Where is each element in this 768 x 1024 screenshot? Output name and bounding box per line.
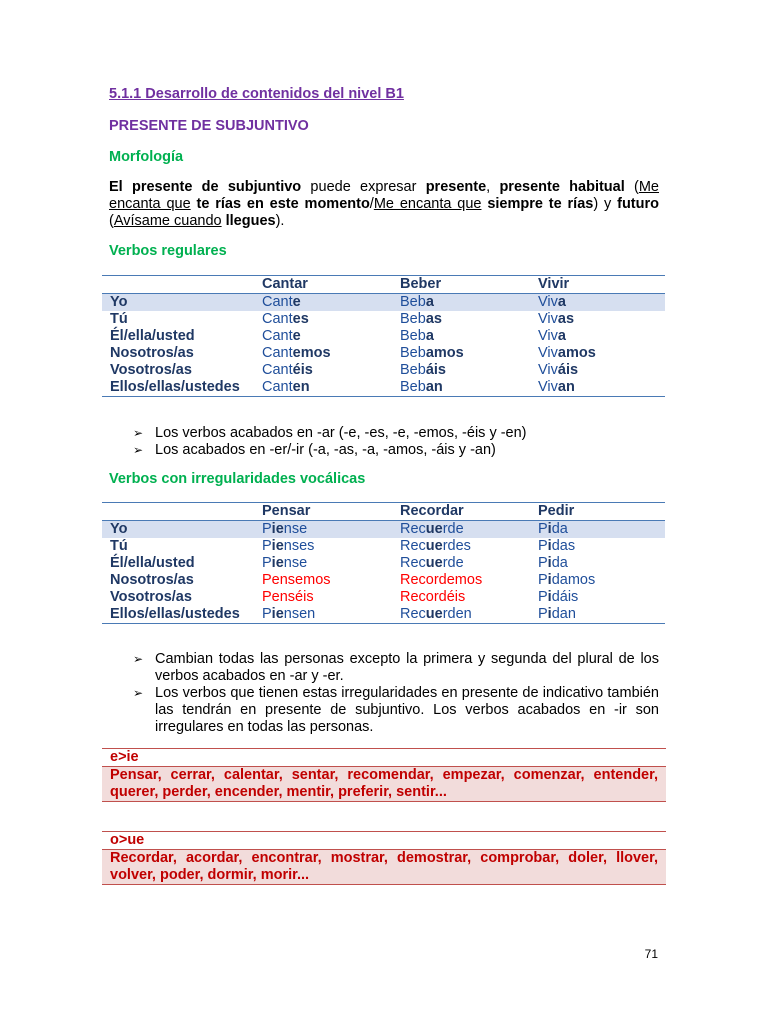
irregular-form [400, 606, 538, 624]
regular-ending: a [425, 328, 434, 344]
regular-stem: Viv [538, 294, 558, 310]
intro-t9: / [369, 196, 374, 212]
regular-row [102, 379, 665, 397]
irregular-vowel-change: ie [271, 538, 284, 554]
regular-stem: Cant [262, 379, 293, 395]
regular-stem: Beb [400, 311, 426, 327]
regular-stem: Cant [262, 362, 293, 378]
regular-stem: Beb [400, 379, 426, 395]
regular-form [400, 311, 538, 328]
intro-t15: Avísame cuando [113, 213, 222, 229]
regular-notes-list [133, 425, 659, 459]
irregular-rest: dan [551, 606, 576, 622]
regular-row [102, 362, 665, 379]
irregular-rest: das [551, 538, 576, 554]
regular-header-2: Beber [400, 276, 538, 294]
regular-form [400, 345, 538, 362]
regular-form [400, 362, 538, 379]
irregular-stem: P [262, 538, 272, 554]
irregular-notes-list [133, 651, 659, 736]
intro-t6: ( [624, 179, 639, 195]
regular-bullet-item [133, 425, 659, 442]
irregular-vowel-change: i [547, 555, 552, 571]
regular-bullet-text: Los verbos acabados en -ar (-e, -es, -e, -emos, -éis y -en) [155, 425, 527, 441]
regular-header-1: Cantar [262, 276, 400, 294]
irregular-header-2: Recordar [400, 503, 538, 521]
irregular-form: Recordemos [400, 572, 483, 588]
regular-form [400, 294, 538, 312]
regular-pronoun: Vosotros/as [110, 362, 192, 378]
irregular-rest: nses [283, 538, 315, 554]
regular-form [262, 294, 400, 312]
regular-stem: Beb [400, 294, 426, 310]
regular-ending: a [557, 294, 566, 310]
regular-form [538, 345, 665, 362]
regular-row [102, 311, 665, 328]
regular-form [262, 311, 400, 328]
main-heading: PRESENTE DE SUBJUNTIVO [109, 118, 309, 134]
arrow-bullet-icon: ➢ [133, 652, 144, 666]
irregular-pronoun: Tú [110, 538, 128, 554]
irregular-verbs-heading: Verbos con irregularidades vocálicas [109, 471, 366, 487]
irregular-form: Pensemos [262, 572, 331, 588]
regular-header-3: Vivir [538, 276, 665, 294]
irregular-rest: rden [442, 606, 472, 622]
irregular-vowel-change: i [547, 572, 552, 588]
irregular-form: Recordéis [400, 589, 466, 605]
irregular-stem: P [538, 572, 548, 588]
irregular-vowel-change: ue [425, 521, 443, 537]
regular-stem: Cant [262, 311, 293, 327]
intro-paragraph [109, 179, 659, 230]
regular-ending: emos [292, 345, 331, 361]
regular-form [538, 328, 665, 345]
regular-bullet-item [133, 442, 659, 459]
irregular-vowel-change: ue [425, 606, 443, 622]
regular-form [262, 362, 400, 379]
irregular-vowel-change: ue [425, 555, 443, 571]
regular-bullet-text: Los acabados en -er/-ir (-a, -as, -a, -amos, -áis y -an) [155, 442, 496, 458]
irregular-rest: nsen [283, 606, 316, 622]
e-ie-box [102, 748, 666, 802]
irregular-form [538, 572, 665, 589]
regular-pronoun: Él/ella/usted [110, 328, 195, 344]
regular-form [400, 379, 538, 397]
irregular-form [262, 555, 400, 572]
irregular-vowel-change: ue [425, 538, 443, 554]
irregular-vowel-change: ie [271, 606, 284, 622]
irregular-rest: da [551, 521, 568, 537]
intro-t14: ( [109, 213, 114, 229]
regular-header-row [102, 276, 665, 294]
regular-ending: áis [557, 362, 579, 378]
regular-form [262, 345, 400, 362]
regular-form [262, 379, 400, 397]
arrow-bullet-icon: ➢ [133, 426, 144, 440]
regular-form [538, 294, 665, 312]
regular-form [538, 311, 665, 328]
regular-verbs-table [102, 275, 665, 397]
regular-row [102, 294, 665, 312]
regular-stem: Beb [400, 362, 426, 378]
irregular-form [538, 538, 665, 555]
regular-ending: a [557, 328, 566, 344]
regular-ending: an [557, 379, 575, 395]
intro-t7: Me encanta que [109, 179, 659, 212]
regular-ending: an [425, 379, 443, 395]
irregular-vowel-change: i [547, 589, 552, 605]
regular-ending: amos [425, 345, 464, 361]
irregular-form [400, 521, 538, 539]
irregular-bullet-text: Los verbos que tienen estas irregularidades en presente de indicativo también las tendrán en presente de subjuntivo. Los verbos acabados en -ir son irregulares en todas las personas. [155, 685, 659, 735]
intro-t17: ). [275, 213, 285, 229]
irregular-header-1: Pensar [262, 503, 400, 521]
irregular-stem: Rec [400, 606, 426, 622]
regular-ending: en [292, 379, 310, 395]
irregular-row [102, 589, 665, 606]
arrow-bullet-icon: ➢ [133, 686, 144, 700]
regular-ending: amos [557, 345, 596, 361]
irregular-form [538, 589, 665, 606]
irregular-row [102, 555, 665, 572]
regular-stem: Viv [538, 345, 558, 361]
irregular-bullet-item [133, 651, 659, 685]
intro-t16: llegues [221, 213, 276, 229]
arrow-bullet-icon: ➢ [133, 443, 144, 457]
irregular-header-row [102, 503, 665, 521]
regular-form [262, 328, 400, 345]
irregular-pronoun: Yo [102, 521, 262, 539]
irregular-pronoun: Vosotros/as [110, 589, 192, 605]
irregular-stem: Rec [400, 555, 426, 571]
intro-t3: presente [425, 179, 487, 195]
irregular-stem: P [538, 538, 548, 554]
irregular-header-blank [102, 503, 262, 521]
irregular-rest: dáis [551, 589, 579, 605]
intro-t4: , [486, 179, 500, 195]
intro-t5: presente habitual [499, 179, 625, 195]
irregular-vowel-change: i [547, 538, 552, 554]
e-ie-title: e>ie [102, 748, 666, 767]
regular-ending: e [292, 328, 301, 344]
regular-row [102, 345, 665, 362]
irregular-stem: P [538, 555, 548, 571]
regular-ending: as [425, 311, 442, 327]
regular-stem: Beb [400, 328, 426, 344]
regular-form [400, 328, 538, 345]
intro-t1: El presente de subjuntivo [109, 179, 302, 195]
regular-stem: Cant [262, 328, 293, 344]
regular-ending: a [425, 294, 434, 310]
intro-t13: futuro [617, 196, 659, 212]
irregular-vowel-change: ie [271, 555, 284, 571]
intro-t8: te rías en este momento [190, 196, 370, 212]
intro-t2: puede expresar [301, 179, 426, 195]
irregular-form [262, 538, 400, 555]
irregular-pronoun: Él/ella/usted [110, 555, 195, 571]
irregular-rest: nse [283, 555, 308, 571]
irregular-bullet-item [133, 685, 659, 736]
regular-ending: áis [425, 362, 446, 378]
regular-stem: Beb [400, 345, 426, 361]
page-number: 71 [644, 947, 658, 961]
irregular-vowel-change: i [547, 521, 552, 537]
o-ue-list: Recordar, acordar, encontrar, mostrar, demostrar, comprobar, doler, llover, volver, poder, dormir, morir... [102, 850, 666, 885]
irregular-form [538, 606, 665, 624]
irregular-bullet-text: Cambian todas las personas excepto la primera y segunda del plural de los verbos acabados en -ar y -er. [155, 651, 659, 684]
irregular-rest: damos [551, 572, 596, 588]
regular-form [538, 362, 665, 379]
regular-pronoun: Nosotros/as [110, 345, 194, 361]
irregular-stem: P [538, 521, 548, 537]
irregular-verbs-table [102, 502, 665, 624]
regular-form [538, 379, 665, 397]
irregular-form [262, 521, 400, 539]
section-number: 5.1.1 Desarrollo de contenidos del nivel B1 [109, 86, 404, 102]
irregular-row [102, 521, 665, 539]
irregular-stem: Rec [400, 538, 426, 554]
regular-verbs-heading: Verbos regulares [109, 243, 227, 259]
regular-stem: Viv [538, 379, 558, 395]
irregular-stem: P [538, 589, 548, 605]
irregular-vowel-change: ie [271, 521, 284, 537]
irregular-form [400, 555, 538, 572]
intro-t10: Me encanta que [373, 196, 482, 212]
irregular-rest: da [551, 555, 568, 571]
irregular-header-3: Pedir [538, 503, 665, 521]
irregular-stem: P [538, 606, 548, 622]
regular-pronoun: Ellos/ellas/ustedes [102, 379, 262, 397]
irregular-form [538, 555, 665, 572]
morphology-heading: Morfología [109, 149, 184, 165]
irregular-row [102, 572, 665, 589]
o-ue-title: o>ue [102, 831, 666, 850]
irregular-pronoun: Ellos/ellas/ustedes [102, 606, 262, 624]
irregular-stem: P [262, 555, 272, 571]
irregular-vowel-change: i [547, 606, 552, 622]
e-ie-list: Pensar, cerrar, calentar, sentar, recomendar, empezar, comenzar, entender, querer, perder, encender, mentir, preferir, sentir... [102, 767, 666, 802]
irregular-form: Penséis [262, 589, 314, 605]
irregular-row [102, 606, 665, 624]
irregular-rest: rde [442, 555, 464, 571]
regular-row [102, 328, 665, 345]
regular-stem: Cant [262, 345, 293, 361]
regular-ending: e [292, 294, 301, 310]
regular-ending: éis [292, 362, 313, 378]
regular-stem: Viv [538, 362, 558, 378]
irregular-form [262, 606, 400, 624]
irregular-form [400, 538, 538, 555]
irregular-stem: P [262, 521, 272, 537]
regular-pronoun: Yo [102, 294, 262, 312]
o-ue-box [102, 831, 666, 885]
intro-t11: siempre te rías [481, 196, 594, 212]
irregular-pronoun: Nosotros/as [110, 572, 194, 588]
regular-stem: Viv [538, 328, 558, 344]
regular-ending: es [292, 311, 309, 327]
regular-ending: as [557, 311, 575, 327]
regular-stem: Viv [538, 311, 558, 327]
irregular-stem: Rec [400, 521, 426, 537]
irregular-rest: rde [442, 521, 464, 537]
regular-header-blank [102, 276, 262, 294]
irregular-row [102, 538, 665, 555]
intro-t12: ) y [593, 196, 618, 212]
irregular-rest: nse [283, 521, 308, 537]
regular-pronoun: Tú [110, 311, 128, 327]
irregular-rest: rdes [442, 538, 471, 554]
irregular-form [538, 521, 665, 539]
irregular-stem: P [262, 606, 272, 622]
regular-stem: Cant [262, 294, 293, 310]
